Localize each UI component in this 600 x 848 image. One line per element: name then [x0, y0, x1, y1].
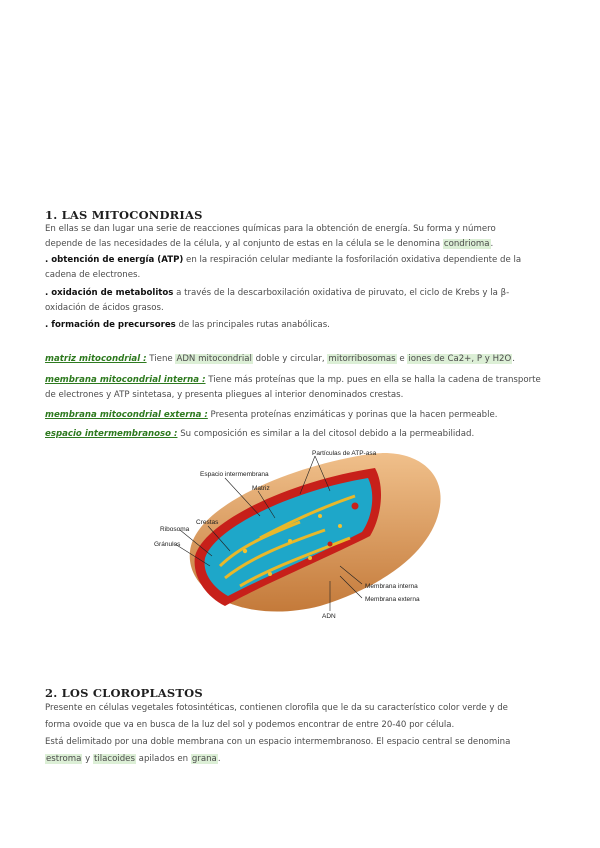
intro-text: depende de las necesidades de la célula, y al conjunto de estas en la célula se le denomina — [45, 239, 443, 249]
clor-line-3: Está delimitado por una doble membrana con un espacio intermembranoso. El espacio central se denomina — [45, 737, 511, 747]
text: Presenta proteínas enzimáticas y porinas que la hacen permeable. — [207, 410, 498, 420]
text: e — [396, 354, 408, 364]
term-espacio-intermembranoso: espacio intermembranoso : — [45, 429, 178, 439]
label-adn: ADN — [322, 613, 336, 620]
mmi-line — [45, 375, 565, 385]
intro-line-1: En ellas se dan lugar una serie de reacciones químicas para la obtención de energía. Su forma y número — [45, 224, 496, 234]
bullet-oxidacion-cont: oxidación de ácidos grasos. — [45, 303, 164, 313]
bullet-energia-cont: cadena de electrones. — [45, 270, 141, 280]
highlight-estroma: estroma — [46, 754, 82, 764]
label-espacio-intermembrana: Espacio intermembrana — [200, 471, 269, 478]
text: Su composición es similar a la del citosol debido a la permeabilidad. — [177, 429, 475, 439]
bullet-precursores — [45, 320, 565, 330]
label-matriz: Matriz — [252, 485, 270, 492]
section-title-cloroplastos: 2. LOS CLOROPLASTOS — [45, 686, 203, 700]
label-ribosoma: Ribosoma — [160, 526, 190, 533]
label-crestas: Crestas — [196, 519, 219, 526]
bullet-key: . formación de precursores — [45, 320, 176, 330]
term-membrana-interna: membrana mitocondrial interna : — [45, 375, 206, 385]
matriz-line — [45, 354, 565, 364]
bullet-text: de las principales rutas anabólicas. — [175, 320, 330, 330]
highlight-iones: iones de Ca2+, P y H2O — [408, 354, 512, 364]
label-particulas: Partículas de ATP-asa — [312, 450, 377, 457]
text: Tiene — [146, 354, 176, 364]
highlight-grana: grana — [191, 754, 217, 764]
highlight-tilacoides: tilacoides — [93, 754, 135, 764]
text: Tiene más proteínas que la mp. pues en ella se halla la cadena de transporte — [205, 375, 541, 385]
bullet-key: . oxidación de metabolitos — [45, 288, 174, 298]
label-granulos: Gránulos — [154, 541, 181, 548]
clor-line-2: forma ovoide que va en busca de la luz del sol y podemos encontrar de entre 20-40 por célula. — [45, 720, 455, 730]
mitochondrion-diagram — [150, 446, 450, 626]
ei-line — [45, 429, 565, 439]
text: . — [512, 354, 516, 364]
text: . — [217, 754, 221, 764]
text: apilados en — [135, 754, 191, 764]
bullet-energia — [45, 255, 565, 265]
mmi-line-cont: de electrones y ATP sintetasa, y presenta pliegues al interior denominados crestas. — [45, 390, 404, 400]
section-title-mitocondrias: 1. LAS MITOCONDRIAS — [45, 208, 203, 222]
clor-line-4 — [45, 754, 565, 764]
label-membrana-interna: Membrana interna — [365, 583, 418, 590]
mme-line — [45, 410, 565, 420]
highlight-adn: ADN mitocondrial — [176, 354, 252, 364]
highlight-condrioma: condrioma — [443, 239, 490, 249]
intro-end: . — [490, 239, 494, 249]
text: y — [82, 754, 93, 764]
text: doble y circular, — [252, 354, 328, 364]
clor-line-1: Presente en células vegetales fotosintéticas, contienen clorofila que le da su característico color verde y de — [45, 703, 508, 713]
bullet-text: a través de la descarboxilación oxidativa de piruvato, el ciclo de Krebs y la β- — [173, 288, 510, 298]
highlight-mitorribosomas: mitorribosomas — [328, 354, 396, 364]
term-membrana-externa: membrana mitocondrial externa : — [45, 410, 208, 420]
bullet-key: . obtención de energía (ATP) — [45, 255, 184, 265]
label-membrana-externa: Membrana externa — [365, 596, 420, 603]
term-matriz: matriz mitocondrial : — [45, 354, 147, 364]
intro-line-2 — [45, 239, 565, 249]
bullet-text: en la respiración celular mediante la fosforilación oxidativa dependiente de la — [183, 255, 522, 265]
bullet-oxidacion — [45, 288, 565, 298]
